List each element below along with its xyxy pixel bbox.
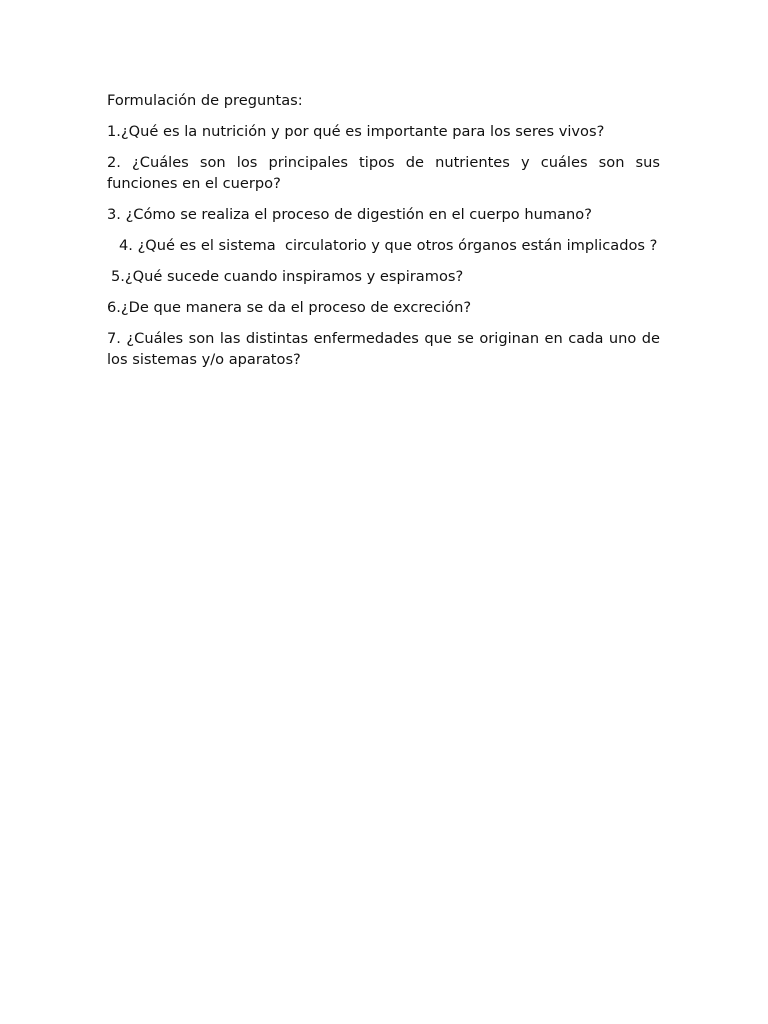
question-1: 1.¿Qué es la nutrición y por qué es importante para los seres vivos? <box>107 123 605 140</box>
question-2: 2. ¿Cuáles son los principales tipos de nutrientes y cuáles son sus funciones en el cuerpo? <box>107 154 660 192</box>
question-6: 6.¿De que manera se da el proceso de excreción? <box>107 299 472 316</box>
question-3: 3. ¿Cómo se realiza el proceso de digestión en el cuerpo humano? <box>107 206 592 223</box>
document-heading: Formulación de preguntas: <box>107 92 303 109</box>
question-4: 4. ¿Qué es el sistema circulatorio y que otros órganos están implicados ? <box>119 237 658 254</box>
document-body <box>107 90 660 380</box>
question-7: 7. ¿Cuáles son las distintas enfermedades que se originan en cada uno de los sistemas y/o aparatos? <box>107 330 660 368</box>
question-5: 5.¿Qué sucede cuando inspiramos y espiramos? <box>111 268 464 285</box>
